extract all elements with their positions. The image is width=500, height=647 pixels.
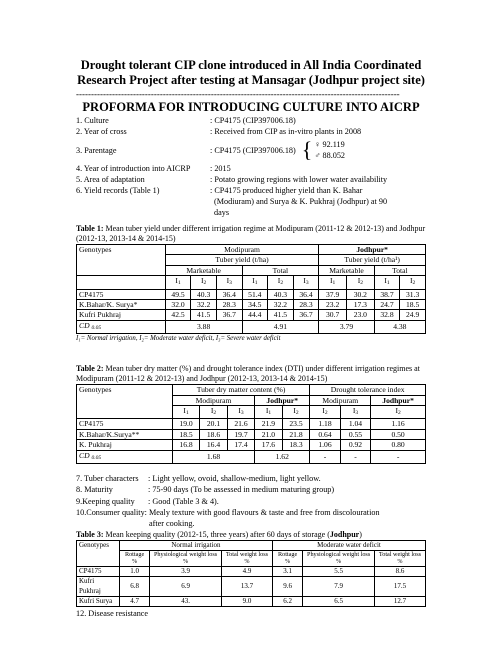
cell: 4.9 bbox=[221, 566, 272, 576]
field-consumer-quality: 10.Consumer quality: Mealy texture with good flavours & taste and free from discolouration bbox=[76, 507, 380, 517]
cell: 0.64 bbox=[310, 429, 340, 439]
cell: 32.0 bbox=[165, 300, 191, 310]
genotype-name: CP4175 bbox=[77, 289, 166, 299]
field-keeping-quality bbox=[76, 496, 426, 507]
cd-label: CD $_{0.05}$ bbox=[77, 450, 173, 463]
genotype-name: K.Bahar/K.Surya** bbox=[77, 429, 173, 439]
table-row bbox=[77, 300, 426, 310]
table3-caption-text: Mean keeping quality (2012-15, three years) after 60 days of storage ( bbox=[103, 529, 330, 539]
genotype-name: Kufri Pukhraj bbox=[77, 310, 166, 320]
field-key: 9.Keeping quality bbox=[76, 496, 135, 506]
rottage-header: Rottage % bbox=[119, 550, 149, 566]
cell: 16.8 bbox=[172, 440, 199, 450]
cell: 6.5 bbox=[303, 597, 375, 607]
field-value: : Light yellow, ovoid, shallow-medium, light yellow. bbox=[148, 474, 321, 484]
genotype-name: CP4175 bbox=[77, 419, 173, 429]
cell: 31.3 bbox=[400, 289, 426, 299]
genotype-name: Kufri Surya bbox=[77, 597, 120, 607]
table1-yield-header: Tuber yield (t/ha) bbox=[165, 255, 319, 265]
table3-label: Table 3: bbox=[76, 529, 104, 539]
field-key: 5. Area of adaptation bbox=[76, 175, 145, 184]
field-value: : Potato growing regions with lower water availability bbox=[210, 175, 388, 184]
field-value: : Received from CIP as in-vitro plants in 2008 bbox=[210, 127, 362, 136]
cell: 20.1 bbox=[200, 419, 227, 429]
field-key: 6. Yield records (Table 1) bbox=[76, 186, 160, 195]
parent-list bbox=[314, 139, 345, 161]
cd-value: 3.88 bbox=[165, 320, 242, 333]
table-row bbox=[77, 566, 426, 576]
field-parentage bbox=[76, 137, 426, 163]
cell: 44.4 bbox=[242, 310, 268, 320]
field-key: 3. Parentage bbox=[76, 145, 117, 155]
cell: 41.5 bbox=[191, 310, 217, 320]
table2-caption-text: Mean tuber dry matter (%) and drought tolerance index (DTI) under different irrigation regimes at Modipuram (2011-12 & 2012-13) and Jodhpur (2012-13, 2013-14 & 2014-15) bbox=[76, 364, 420, 384]
cell: 32.2 bbox=[268, 300, 294, 310]
table-row bbox=[77, 289, 426, 299]
irrigation-level: $I_2$ bbox=[282, 406, 310, 419]
cell: 18.6 bbox=[200, 429, 227, 439]
irrigation-level: $I_1$ bbox=[172, 406, 199, 419]
title-line-1: Drought tolerant CIP clone introduced in All India Coordinated bbox=[80, 58, 422, 72]
table2-jodhpur-header: Jodhpur* bbox=[255, 395, 310, 405]
cell: 42.5 bbox=[165, 310, 191, 320]
irrigation-level: $I_2$ bbox=[310, 406, 340, 419]
cell: 0.50 bbox=[371, 429, 426, 439]
field-value: : 75-90 days (To be assessed in medium maturing group) bbox=[148, 485, 335, 495]
table1-genotypes-header: Genotypes bbox=[77, 245, 166, 276]
table1-total-header-jodhpur: Total bbox=[374, 265, 425, 275]
table1-irrigation-row bbox=[77, 276, 426, 289]
cell: 36.7 bbox=[293, 310, 319, 320]
cd-value: - bbox=[340, 450, 370, 463]
field-culture bbox=[76, 115, 426, 126]
cell: 36.7 bbox=[216, 310, 242, 320]
cell: 1.06 bbox=[310, 440, 340, 450]
table1-tuber-yield bbox=[76, 244, 426, 334]
cell: 23.0 bbox=[346, 310, 374, 320]
cell: 1.16 bbox=[371, 419, 426, 429]
table2-jodhpur-dti-header: Jodhpur* bbox=[371, 395, 426, 405]
genotype-name: K.Bahar/K. Surya* bbox=[77, 300, 166, 310]
cell: 40.3 bbox=[191, 289, 217, 299]
irrigation-level: $I_1$ bbox=[165, 276, 191, 289]
cell: 17.4 bbox=[227, 440, 254, 450]
table1-jodhpur-header: Jodhpur* bbox=[319, 245, 426, 255]
yield-line-1: : CP4175 produced higher yield than K. Bahar bbox=[210, 186, 363, 195]
genotype-name: Kufri Pukhraj bbox=[77, 577, 120, 597]
cell: 0.92 bbox=[340, 440, 370, 450]
table-row bbox=[77, 577, 426, 597]
cell: 7.9 bbox=[303, 577, 375, 597]
cell: 34.5 bbox=[242, 300, 268, 310]
cell: 6.8 bbox=[119, 577, 149, 597]
table3-keeping-quality bbox=[76, 540, 426, 608]
female-parent: ♀ 92.119 bbox=[314, 140, 345, 149]
cell: 28.3 bbox=[293, 300, 319, 310]
table2-dry-matter bbox=[76, 384, 426, 464]
irrigation-level: $I_1$ bbox=[255, 406, 283, 419]
table2-label: Table 2: bbox=[76, 364, 104, 374]
table-row bbox=[77, 597, 426, 607]
table-row bbox=[77, 440, 426, 450]
cell: 37.9 bbox=[319, 289, 347, 299]
table1-caption-text: Mean tuber yield under different irrigation regime at Modipuram (2011-12 & 2012-13) and Jodhpur (2012-13, 2013-14 & 2014-15) bbox=[76, 224, 426, 243]
cell: 5.5 bbox=[303, 566, 375, 576]
field-disease-resistance: 12. Disease resistance bbox=[76, 609, 149, 619]
irrigation-level: $I_1$ bbox=[374, 276, 400, 289]
cell: 16.4 bbox=[200, 440, 227, 450]
table1-footnote: I₁= Normal irrigation, I₂= Moderate water deficit, I₃= Severe water deficit bbox=[76, 335, 281, 343]
table2-genotypes-header: Genotypes bbox=[77, 385, 173, 419]
field-key: 8. Maturity bbox=[76, 485, 113, 495]
field-tuber-characters bbox=[76, 473, 426, 484]
cell: 21.8 bbox=[282, 429, 310, 439]
cell: 3.1 bbox=[272, 566, 302, 576]
table-row bbox=[77, 310, 426, 320]
cd-value: 3.79 bbox=[319, 320, 374, 333]
cell: 19.0 bbox=[172, 419, 199, 429]
cd-value: 4.91 bbox=[242, 320, 319, 333]
cell: 38.7 bbox=[374, 289, 400, 299]
trait-fields bbox=[76, 473, 426, 529]
cell: 30.2 bbox=[346, 289, 374, 299]
cell: 18.3 bbox=[282, 440, 310, 450]
cell: 36.4 bbox=[293, 289, 319, 299]
male-parent: ♂ 88.052 bbox=[314, 151, 346, 160]
cell: 6.9 bbox=[150, 577, 222, 597]
cell: 32.8 bbox=[374, 310, 400, 320]
table1-modipuram-header: Modipuram bbox=[165, 245, 319, 255]
cell: 40.3 bbox=[268, 289, 294, 299]
genotype-name: CP4175 bbox=[77, 566, 120, 576]
irrigation-level: $I_2$ bbox=[200, 406, 227, 419]
table-row bbox=[77, 429, 426, 439]
culture-fields bbox=[76, 115, 426, 218]
cd-value: - bbox=[371, 450, 426, 463]
field-value: : CP4175 (CIP397006.18) bbox=[210, 116, 296, 125]
cell: 51.4 bbox=[242, 289, 268, 299]
irrigation-level: $I_2$ bbox=[371, 406, 426, 419]
brace-symbol: { bbox=[301, 137, 313, 162]
yield-line-3: days bbox=[214, 208, 230, 217]
table2-caption bbox=[76, 364, 426, 384]
cell: 23.5 bbox=[282, 419, 310, 429]
field-maturity bbox=[76, 484, 426, 495]
table1-marketable-header: Marketable bbox=[165, 265, 242, 275]
cd-value: 1.62 bbox=[255, 450, 310, 463]
table2-modipuram-header: Modipuram bbox=[172, 395, 254, 405]
table2-modipuram-dti-header: Modipuram bbox=[310, 395, 371, 405]
table3-caption-end: ) bbox=[359, 529, 362, 539]
cell: 0.55 bbox=[340, 429, 370, 439]
total-loss-header: Total weight loss % bbox=[374, 550, 425, 566]
field-year-of-introduction bbox=[76, 163, 426, 174]
table1-yield-header-jodhpur: Tuber yield (t/ha¹) bbox=[319, 255, 426, 265]
table3-caption bbox=[76, 530, 426, 540]
irrigation-level: $I_1$ bbox=[242, 276, 268, 289]
irrigation-level: $I_3$ bbox=[340, 406, 370, 419]
cell: 24.7 bbox=[374, 300, 400, 310]
irrigation-level: $I_1$ bbox=[319, 276, 347, 289]
irrigation-level: $I_2$ bbox=[191, 276, 217, 289]
cell: 41.5 bbox=[268, 310, 294, 320]
table1-blank-cell bbox=[77, 276, 166, 289]
table3-moderate-header: Moderate water deficit bbox=[272, 540, 425, 550]
physio-header: Physiological weight loss % bbox=[150, 550, 222, 566]
yield-line-2: (Modiuram) and Surya & K. Pukhraj (Jodhpur) at 90 bbox=[214, 197, 388, 206]
cd-label: CD $_{0.05}$ bbox=[77, 320, 166, 333]
field-key: 4. Year of introduction into AICRP bbox=[76, 164, 191, 173]
table-row bbox=[77, 419, 426, 429]
genotype-name: K. Pukhraj bbox=[77, 440, 173, 450]
table1-label: Table 1: bbox=[76, 224, 104, 233]
table2-cd-row bbox=[77, 450, 426, 463]
cell: 32.2 bbox=[191, 300, 217, 310]
cell: 24.9 bbox=[400, 310, 426, 320]
field-key: 1. Culture bbox=[76, 116, 109, 125]
cell: 21.9 bbox=[255, 419, 283, 429]
cell: 3.9 bbox=[150, 566, 222, 576]
cell: 6.2 bbox=[272, 597, 302, 607]
cell: 19.7 bbox=[227, 429, 254, 439]
table1-cd-row bbox=[77, 320, 426, 333]
field-value: : CP4175 (CIP397006.18) bbox=[210, 145, 296, 155]
cell: 28.3 bbox=[216, 300, 242, 310]
table3-caption-bold: Jodhpur bbox=[329, 529, 360, 539]
irrigation-level: $I_2$ bbox=[400, 276, 426, 289]
cell: 21.0 bbox=[255, 429, 283, 439]
rottage-header: Rottage % bbox=[272, 550, 302, 566]
cell: 12.7 bbox=[374, 597, 425, 607]
irrigation-level: $I_2$ bbox=[346, 276, 374, 289]
cell: 1.04 bbox=[340, 419, 370, 429]
field-value: : Good (Table 3 & 4). bbox=[148, 496, 219, 506]
cell: 17.6 bbox=[255, 440, 283, 450]
field-value bbox=[210, 185, 426, 218]
cell: 49.5 bbox=[165, 289, 191, 299]
cell: 4.7 bbox=[119, 597, 149, 607]
cell: 1.0 bbox=[119, 566, 149, 576]
field-area-of-adaptation bbox=[76, 174, 426, 185]
cell: 0.80 bbox=[371, 440, 426, 450]
cell: 17.3 bbox=[346, 300, 374, 310]
cell: 8.6 bbox=[374, 566, 425, 576]
cell: 43. bbox=[150, 597, 222, 607]
cd-value: 1.68 bbox=[172, 450, 254, 463]
cell: 23.2 bbox=[319, 300, 347, 310]
table2-dry-matter-header: Tuber dry matter content (%) bbox=[172, 385, 309, 395]
irrigation-level: $I_3$ bbox=[293, 276, 319, 289]
cell: 9.0 bbox=[221, 597, 272, 607]
total-loss-header: Total weight loss % bbox=[221, 550, 272, 566]
table2-dti-header: Drought tolerance index bbox=[310, 385, 426, 395]
field-year-of-cross bbox=[76, 126, 426, 137]
cell: 18.5 bbox=[172, 429, 199, 439]
field-key: 2. Year of cross bbox=[76, 127, 127, 136]
table3-genotypes-header: Genotypes bbox=[77, 540, 120, 566]
table1-marketable-header-jodhpur: Marketable bbox=[319, 265, 374, 275]
divider-line: ------------------------------------------------------------------------------------------------------------ bbox=[76, 89, 400, 99]
field-consumer-quality-cont: after cooking. bbox=[149, 519, 195, 529]
field-value: : 2015 bbox=[210, 164, 231, 173]
irrigation-level: $I_3$ bbox=[216, 276, 242, 289]
document-title bbox=[76, 58, 426, 88]
cd-value: - bbox=[310, 450, 340, 463]
title-line-2: Research Project after testing at Mansagar (Jodhpur project site) bbox=[77, 73, 425, 87]
irrigation-level: $I_3$ bbox=[227, 406, 254, 419]
cell: 36.4 bbox=[216, 289, 242, 299]
physio-header: Physiological weight loss % bbox=[303, 550, 375, 566]
cell: 21.6 bbox=[227, 419, 254, 429]
field-key: 7. Tuber characters bbox=[76, 474, 139, 484]
table1-caption bbox=[76, 224, 426, 244]
proforma-heading: PROFORMA FOR INTRODUCING CULTURE INTO AICRP bbox=[82, 100, 420, 114]
cell: 17.5 bbox=[374, 577, 425, 597]
cd-value: 4.38 bbox=[374, 320, 425, 333]
cell: 13.7 bbox=[221, 577, 272, 597]
cell: 18.5 bbox=[400, 300, 426, 310]
irrigation-level: $I_2$ bbox=[268, 276, 294, 289]
table3-normal-header: Normal irrigation bbox=[119, 540, 272, 550]
table1-total-header: Total bbox=[242, 265, 319, 275]
cell: 9.6 bbox=[272, 577, 302, 597]
cell: 30.7 bbox=[319, 310, 347, 320]
field-yield-records bbox=[76, 185, 426, 218]
cell: 1.18 bbox=[310, 419, 340, 429]
